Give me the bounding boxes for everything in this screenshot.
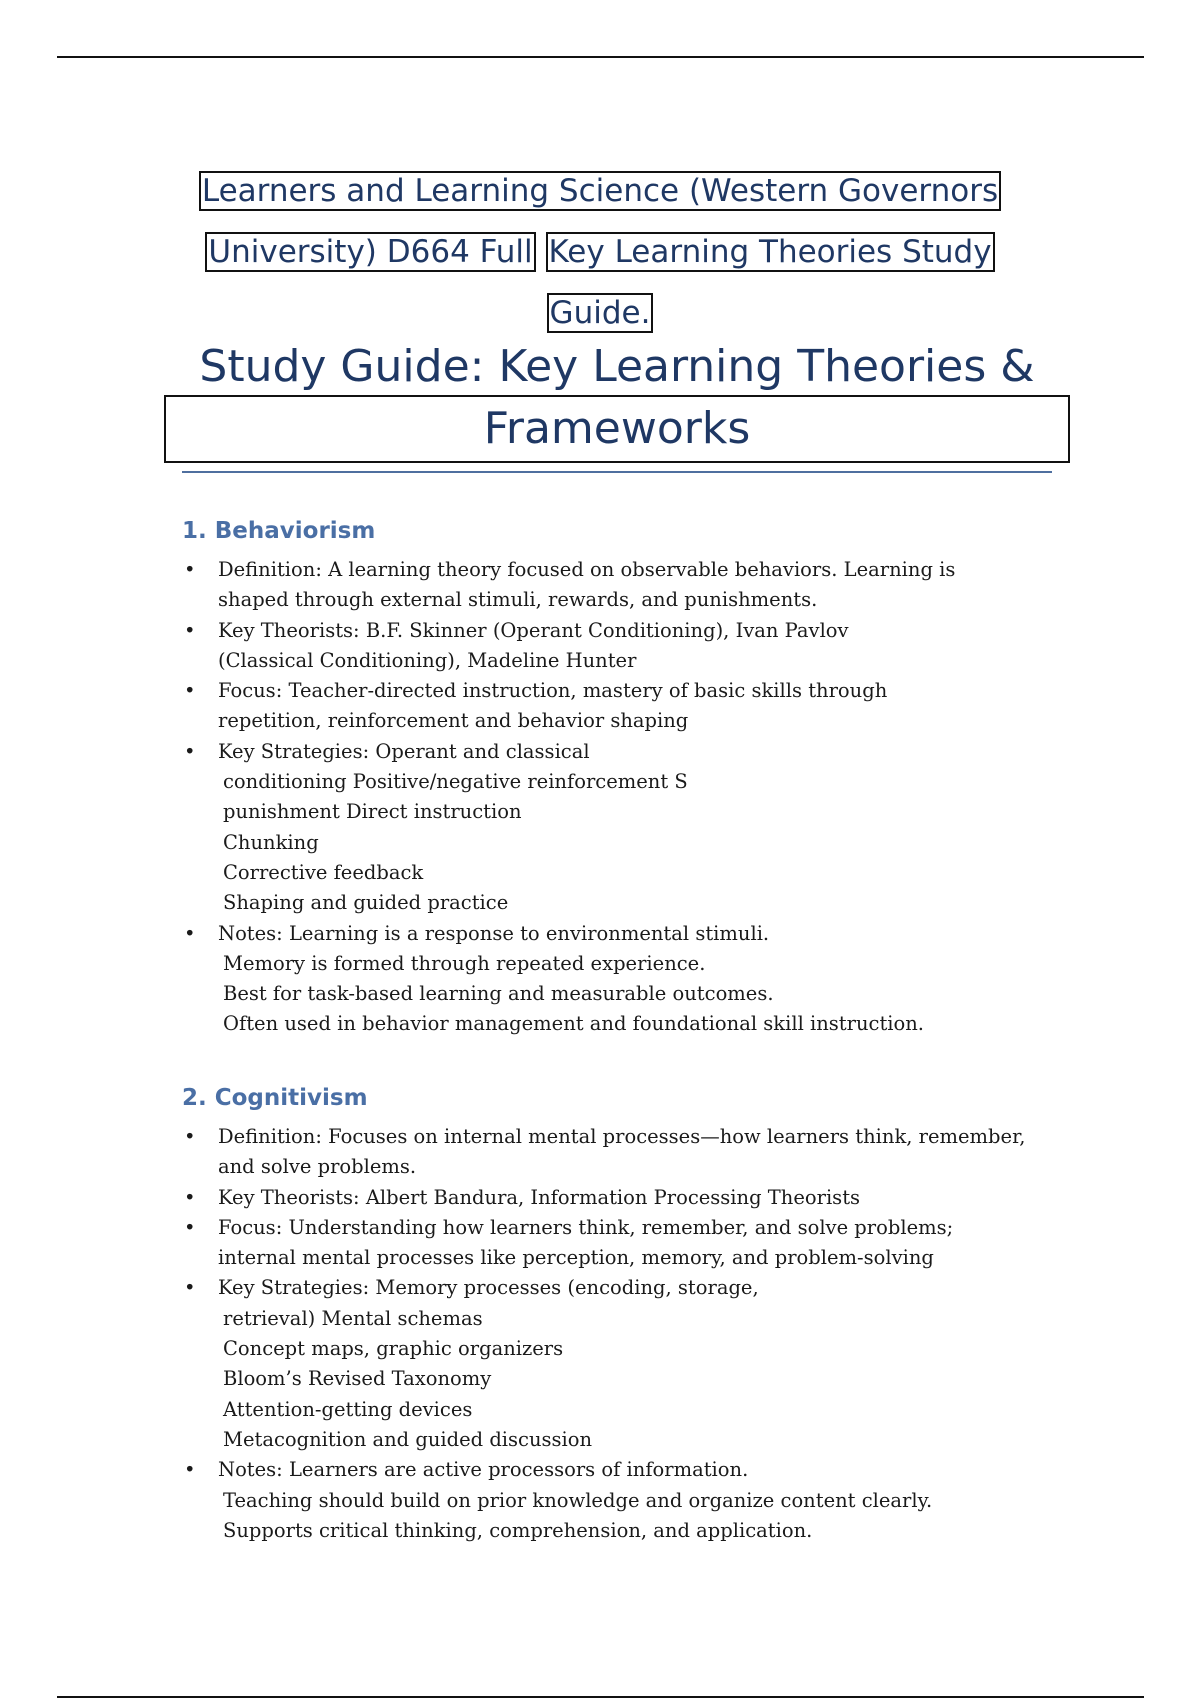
list-item: • Key Strategies: Memory processes (encoding, storage, retrieval) Mental schemas Concept maps, graphic organizers Bloom’s Revised Taxonomy Attention-getting devices Metacognition and guided discussion: [182, 1273, 1062, 1455]
list-item: • Key Theorists: B.F. Skinner (Operant Conditioning), Ivan Pavlov (Classical Conditioning), Madeline Hunter: [182, 616, 1062, 677]
list-item: • Notes: Learners are active processors of information. Teaching should build on prior knowledge and organize content clearly. Supports critical thinking, comprehension, and application.: [182, 1455, 1062, 1546]
main-title: [164, 336, 1070, 460]
list-item: • Definition: Focuses on internal mental processes—how learners think, remember, and solve problems.: [182, 1122, 1062, 1183]
section-heading-behaviorism: 1. Behaviorism: [182, 518, 376, 544]
title-part-4: Guide.: [547, 293, 654, 333]
cognitivism-list: [182, 1122, 1062, 1546]
section-heading-cognitivism: 2. Cognitivism: [182, 1085, 368, 1111]
page-bottom-rule: [57, 1696, 1144, 1698]
list-item: • Notes: Learning is a response to environmental stimuli. Memory is formed through repeated experience. Best for task-based learning and measurable outcomes. Often used in behavior management and foundational skill instruction.: [182, 919, 1062, 1040]
list-item: • Definition: A learning theory focused on observable behaviors. Learning is shaped through external stimuli, rewards, and punishments.: [182, 555, 1062, 616]
document-title: [150, 161, 1050, 344]
list-item: • Key Strategies: Operant and classical conditioning Positive/negative reinforcement S punishment Direct instruction Chunking Corrective feedback Shaping and guided practice: [182, 737, 1062, 919]
title-part-1: Learners and Learning Science (Western Governors: [199, 171, 1001, 211]
title-part-3: Key Learning Theories Study: [546, 232, 995, 272]
main-title-line-1: Study Guide: Key Learning Theories &: [199, 341, 1035, 392]
page-top-rule: [57, 56, 1144, 58]
title-part-2: University) D664 Full: [205, 232, 535, 272]
list-item: • Focus: Understanding how learners think, remember, and solve problems; internal mental processes like perception, memory, and problem-solving: [182, 1213, 1062, 1274]
behaviorism-list: [182, 555, 1062, 1040]
main-title-underline: [182, 471, 1052, 473]
main-title-line-2: Frameworks: [483, 403, 751, 454]
list-item: • Key Theorists: Albert Bandura, Information Processing Theorists: [182, 1183, 1062, 1213]
list-item: • Focus: Teacher-directed instruction, mastery of basic skills through repetition, reinforcement and behavior shaping: [182, 676, 1062, 737]
